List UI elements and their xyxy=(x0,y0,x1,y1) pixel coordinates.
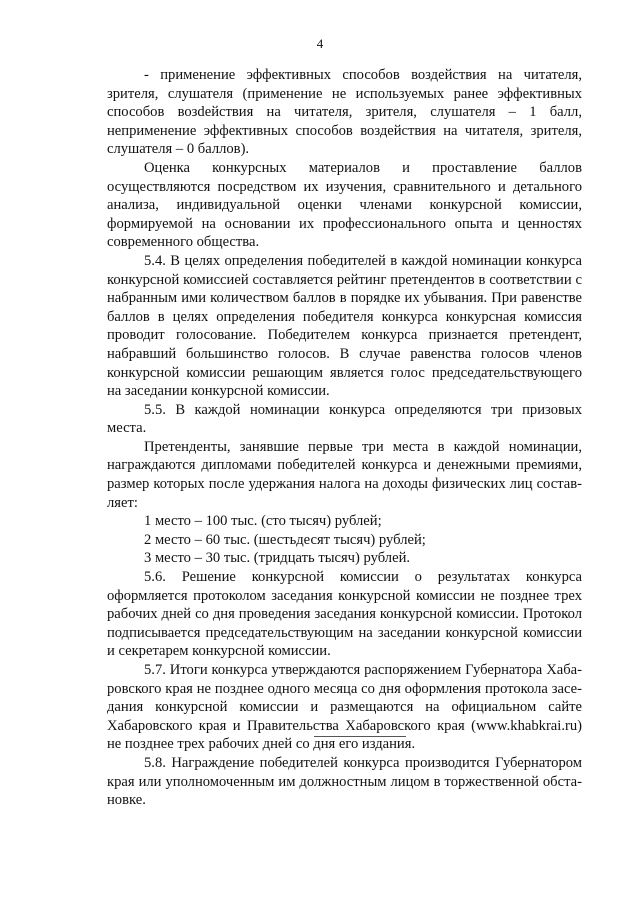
paragraph-criterion-effective-methods: - применение эффективных способов воздействия на читателя, зрителя, слушателя (применение не используемых ранее эффективных способов возdействия на читателя, зрителя, слушателя – 1 балл, неприменение эффективных способов воздействия на читателя, зрителя, слушателя – 0 баллов). xyxy=(107,67,582,158)
closing-divider xyxy=(314,736,406,737)
paragraph-prize-winners: Претенденты, занявшие первые три места в каждой номинации, награждаются дипломами победителей конкурса и денежными премиями, размер которых после удержания налога на доходы физических лиц составляет: xyxy=(107,438,582,511)
prize-second-place: 2 место – 60 тыс. (шестьдесят тысяч) рублей; xyxy=(144,531,426,548)
prize-first-place: 1 место – 100 тыс. (сто тысяч) рублей; xyxy=(144,513,382,530)
paragraph-5-4-rating: 5.4. В целях определения победителей в каждой номинации конкурса конкурсной комиссией составляется рейтинг претендентов в соответствии с набранным ими количеством баллов в порядке их убывания. При равенстве баллов в целях определения победителя конкурса конкурсная комиссия проводит голосование. Победителем конкурса признается претендент, набравший большинство голосов. В случае равенства голосов членов конкурсной комиссии решающим является голос председательствующего на заседании конкурсной комиссии. xyxy=(107,252,582,400)
prize-third-place: 3 место – 30 тыс. (тридцать тысяч) рублей. xyxy=(144,550,411,567)
document-body xyxy=(107,66,582,810)
paragraph-5-6-decision: 5.6. Решение конкурсной комиссии о результатах конкурса оформляется протоколом заседания конкурсной комиссии не позднее трех рабочих дней со дня проведения заседания конкурсной комиссии. Протокол подписывается председательствующим на заседании конкурсной комиссии и секретарем конкурсной комиссии. xyxy=(107,569,582,660)
paragraph-5-7-results: 5.7. Итоги конкурса утверждаются распоряжением Губернатора Хабаровского края не позднее одного месяца со дня оформления протокола заседания конкурсной комиссии и размещаются на официальном сайте Хабаровского края и Правительства Хабаровского края (www.khabkrai.ru) не позднее трех рабочих дней со дня его издания. xyxy=(107,662,582,753)
paragraph-5-8-awarding: 5.8. Награждение победителей конкурса производится Губернатором края или уполномоченным им должностным лицом в торжественной обстановке. xyxy=(107,754,582,809)
paragraph-evaluation-procedure: Оценка конкурсных материалов и проставление баллов осуществляются посредством их изучения, сравнительного и детального анализа, индивидуальной оценки членами конкурсной комиссии, формируемой на основании их профессионального опыта и ценностях современного общества. xyxy=(107,159,582,251)
page-number: 4 xyxy=(316,36,324,51)
paragraph-5-5-prize-places: 5.5. В каждой номинации конкурса определяются три призовых места. xyxy=(107,401,582,437)
